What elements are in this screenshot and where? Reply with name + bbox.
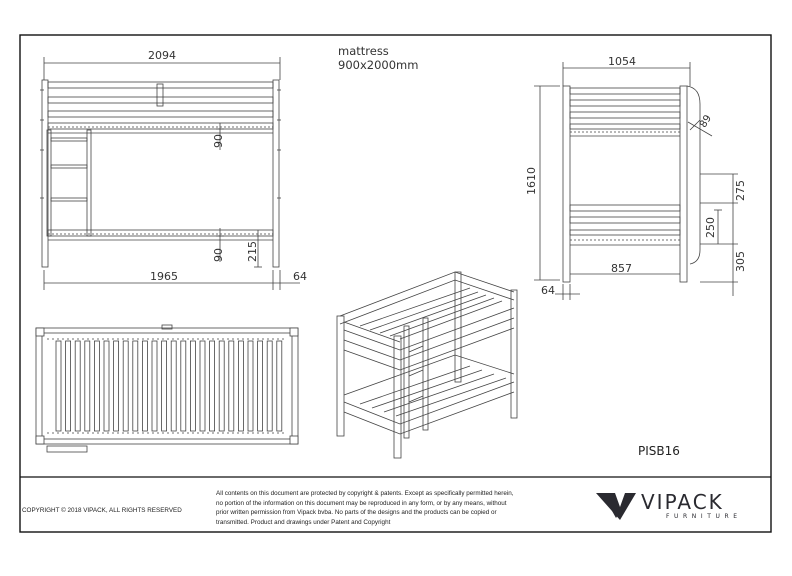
plan-slat [181, 341, 186, 431]
dim-side-215: 215 [246, 241, 259, 262]
mattress-line-1: mattress [338, 44, 389, 58]
vipack-logo-mark [596, 493, 636, 520]
plan-slat [238, 341, 243, 431]
legal-line-2: no portion of the information on this document may be reproduced in any form, or by any means, without [216, 499, 507, 507]
plan-slat [94, 341, 99, 431]
brand-subtitle: FURNITURE [666, 513, 742, 520]
dim-end-64: 64 [541, 284, 555, 297]
plan-slat [210, 341, 215, 431]
dim-end-857: 857 [611, 262, 632, 275]
legal-line-3: prior written permission from Vipack bvba. No parts of the designs and the products can be copied or [216, 509, 497, 517]
plan-slat [171, 341, 176, 431]
legal-line-1: All contents on this document are protected by copyright & patents. Except as specifically permitted herein, [216, 490, 514, 497]
plan-slat [267, 341, 272, 431]
legal-notice [216, 489, 514, 527]
dim-end-275: 275 [734, 180, 747, 201]
plan-slat [75, 341, 80, 431]
plan-slat [114, 341, 119, 431]
plan-slat [133, 341, 138, 431]
plan-slat [123, 341, 128, 431]
plan-slat [162, 341, 167, 431]
dim-side-inner: 1965 [150, 270, 178, 283]
copyright-notice: COPYRIGHT © 2018 VIPACK, ALL RIGHTS RESERVED [22, 507, 182, 514]
plan-slat [56, 341, 61, 431]
dim-side-64: 64 [293, 270, 307, 283]
plan-slat [258, 341, 263, 431]
legal-line-4: transmitted. Product and drawings under Patent and Copyright [216, 518, 391, 526]
dim-side-length: 2094 [148, 49, 176, 62]
side-elevation-view [40, 57, 300, 290]
plan-view [36, 325, 298, 452]
dim-end-89: 89 [698, 113, 715, 130]
plan-slat [277, 341, 282, 431]
isometric-view [337, 272, 517, 458]
plan-slat [219, 341, 224, 431]
product-code: PISB16 [638, 444, 680, 458]
plan-slat [248, 341, 253, 431]
plan-slat [85, 341, 90, 431]
dim-end-height: 1610 [525, 167, 538, 195]
plan-slat [152, 341, 157, 431]
plan-slat [66, 341, 71, 431]
plan-slat [200, 341, 205, 431]
dim-end-250: 250 [704, 217, 717, 238]
dim-end-305: 305 [734, 251, 747, 272]
plan-slat [104, 341, 109, 431]
plan-slat [190, 341, 195, 431]
plan-slat [142, 341, 147, 431]
dim-end-width: 1054 [608, 55, 636, 68]
brand-name: VIPACK [641, 490, 724, 514]
plan-slat [229, 341, 234, 431]
dim-side-90-top: 90 [212, 134, 225, 148]
dim-side-90-bottom: 90 [212, 248, 225, 262]
end-elevation-view [534, 62, 738, 300]
mattress-line-2: 900x2000mm [338, 58, 419, 72]
mattress-label [338, 44, 418, 72]
